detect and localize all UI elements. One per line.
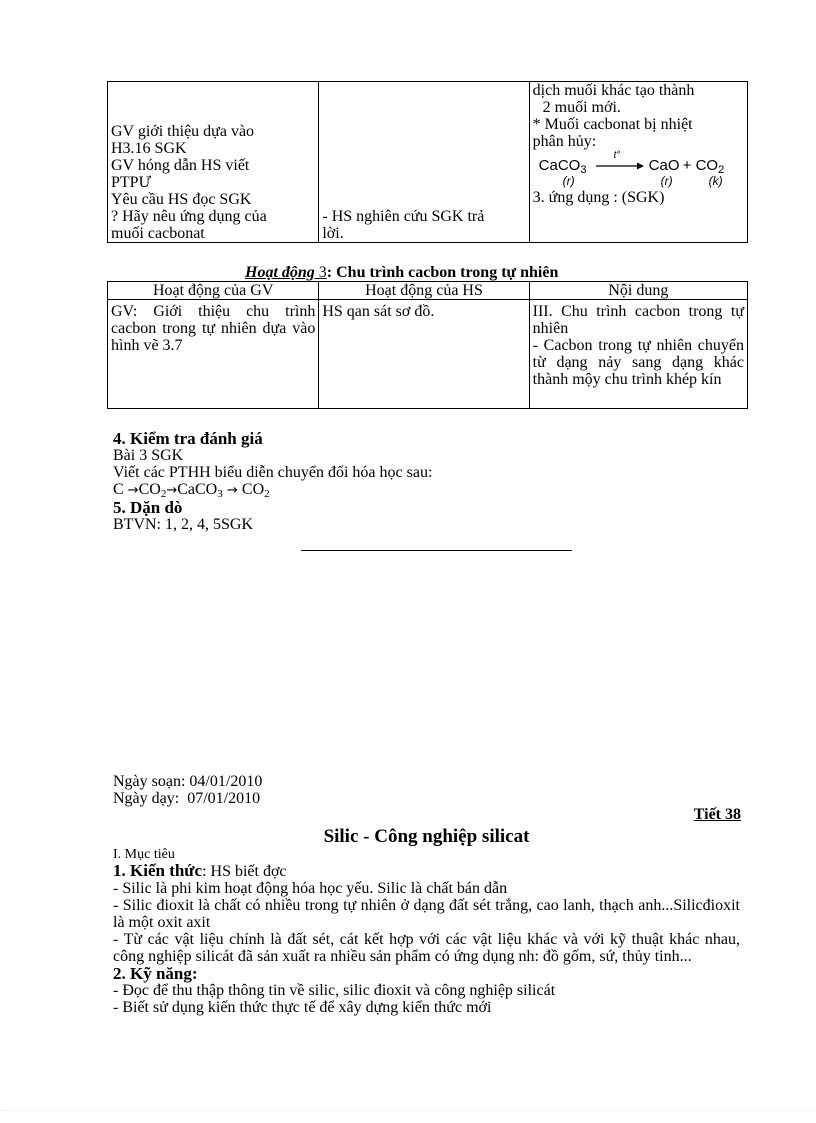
section-4 <box>113 430 743 533</box>
state-label: (k) <box>708 174 723 188</box>
heading-label: 1. Kiến thức <box>113 861 203 880</box>
state-label: (r) <box>562 174 575 188</box>
text-line: 2 muối mới. <box>542 99 621 116</box>
student-activity-cell <box>319 82 529 243</box>
reactant: CaCO <box>538 157 581 174</box>
chain-item: CaCO <box>177 481 218 498</box>
text-line: Viết các PTHH biểu diễn chuyển đổi hóa học sau: <box>113 464 433 481</box>
chain-item: CO <box>241 481 265 498</box>
cell-text: - Cacbon trong tự nhiên chuyển từ dạng nảy sang dạng khác thành mộy chu trình khép kín <box>532 337 744 388</box>
teacher-activity-cell <box>108 82 319 243</box>
chain-item: CO <box>138 481 161 498</box>
activity-table-continued <box>107 81 748 243</box>
text-line: - HS nghiên cứu SGK trả <box>322 208 485 225</box>
section-heading: 4. Kiểm tra đánh giá <box>113 429 263 448</box>
teacher-activity-cell <box>108 300 319 409</box>
period-label: Tiết 38 <box>693 806 741 823</box>
arrow-icon: → <box>222 483 242 498</box>
objectives-heading: I. Mục tiêu <box>113 847 175 862</box>
arrow-icon: → <box>166 483 178 498</box>
text-line: Yêu cầu HS đọc SGK <box>111 191 252 208</box>
column-header: Hoạt động của HS <box>319 282 529 300</box>
decomposition-reaction <box>533 150 744 189</box>
heading-rest: : HS biết đợc <box>202 863 287 880</box>
arrow-condition: t° <box>613 150 621 161</box>
divider <box>301 550 572 551</box>
product-2: + CO <box>682 157 719 174</box>
subscript: 2 <box>718 164 725 176</box>
activity-number: 3 <box>318 264 327 281</box>
text-line: GV hóng dẫn HS viết <box>111 157 250 174</box>
product-1: CaO <box>648 157 680 174</box>
arrow-icon: → <box>127 483 139 498</box>
subscript: 3 <box>217 488 223 500</box>
state-label: (r) <box>660 174 673 188</box>
text-line: phân hủy: <box>532 133 597 150</box>
list-item: - Biết sử dụng kiến thức thực tế để xây dựng kiến thức mới <box>113 999 492 1016</box>
lesson-objectives <box>113 848 740 1016</box>
column-header: Hoạt động của GV <box>108 282 319 300</box>
date-prepared: Ngày soạn: 04/01/2010 <box>113 773 263 790</box>
text-line: Bài 3 SGK <box>113 447 184 464</box>
text-line: * Muối cacbonat bị nhiệt <box>532 116 693 133</box>
cell-text: GV: Giới thiệu chu trình cacbon trong tự nhiên dựa vào hình vẽ 3.7 <box>111 303 316 354</box>
chain-item: C <box>113 481 128 498</box>
cell-text: HS qan sát sơ đồ. <box>322 303 435 320</box>
text-line: BTVN: 1, 2, 4, 5SGK <box>113 516 254 533</box>
activity-prefix: Hoạt động <box>245 264 319 281</box>
text-line: 3. ứng dụng : (SGK) <box>532 189 665 206</box>
activity-3-table <box>107 281 748 409</box>
list-item: - Silic đioxit là chất có nhiều trong tự nhiên ở dạng đất sét trắng, cao lanh, thạch anh...Silicđioxit là một oxit axit <box>113 897 740 931</box>
dates <box>113 773 262 807</box>
subscript: 3 <box>580 164 587 176</box>
list-item: - Đọc để thu thập thông tin về silic, silic đioxit và công nghiệp silicát <box>113 982 556 999</box>
knowledge-heading <box>113 862 740 880</box>
skills-heading: 2. Kỹ năng: <box>113 964 198 983</box>
subscript: 2 <box>160 488 167 500</box>
cell-text: III. Chu trình cacbon trong tự nhiên <box>532 303 744 337</box>
text-line: muối cacbonat <box>111 225 205 242</box>
text-line: dịch muối khác tạo thành <box>532 82 695 99</box>
list-item: - Từ các vật liệu chính là đất sét, cát kết hợp với các vật liệu khác và với kỹ thuật khác nhau, công nghiệp silicát đã sản xuất ra nhiều sản phẩm có ứng dụng nh: đồ gốm, sứ, thủy tinh... <box>113 931 740 965</box>
column-header: Nội dung <box>529 282 747 300</box>
text-line: GV giới thiệu dựa vào <box>111 123 255 140</box>
content-cell <box>529 300 747 409</box>
content-cell <box>529 82 747 243</box>
list-item: - Silic là phi kim hoạt động hóa học yếu. Silic là chất bán dẫn <box>113 880 508 897</box>
conversion-chain <box>113 481 743 499</box>
subscript: 2 <box>264 488 270 500</box>
date-taught: Ngày dạy: 07/01/2010 <box>113 790 261 807</box>
text-line: lời. <box>322 225 344 242</box>
activity-title: : Chu trình cacbon trong tự nhiên <box>326 264 559 281</box>
page-edge <box>0 1110 816 1111</box>
lesson-title: Silic - Công nghiệp silicat <box>323 826 530 847</box>
student-activity-cell <box>319 300 529 409</box>
text-line: H3.16 SGK <box>111 140 187 157</box>
activity-3-heading <box>245 264 558 281</box>
text-line: PTPƯ <box>111 174 151 191</box>
section-heading: 5. Dặn dò <box>113 498 183 517</box>
text-line: ? Hãy nêu ứng dụng của <box>111 208 267 225</box>
